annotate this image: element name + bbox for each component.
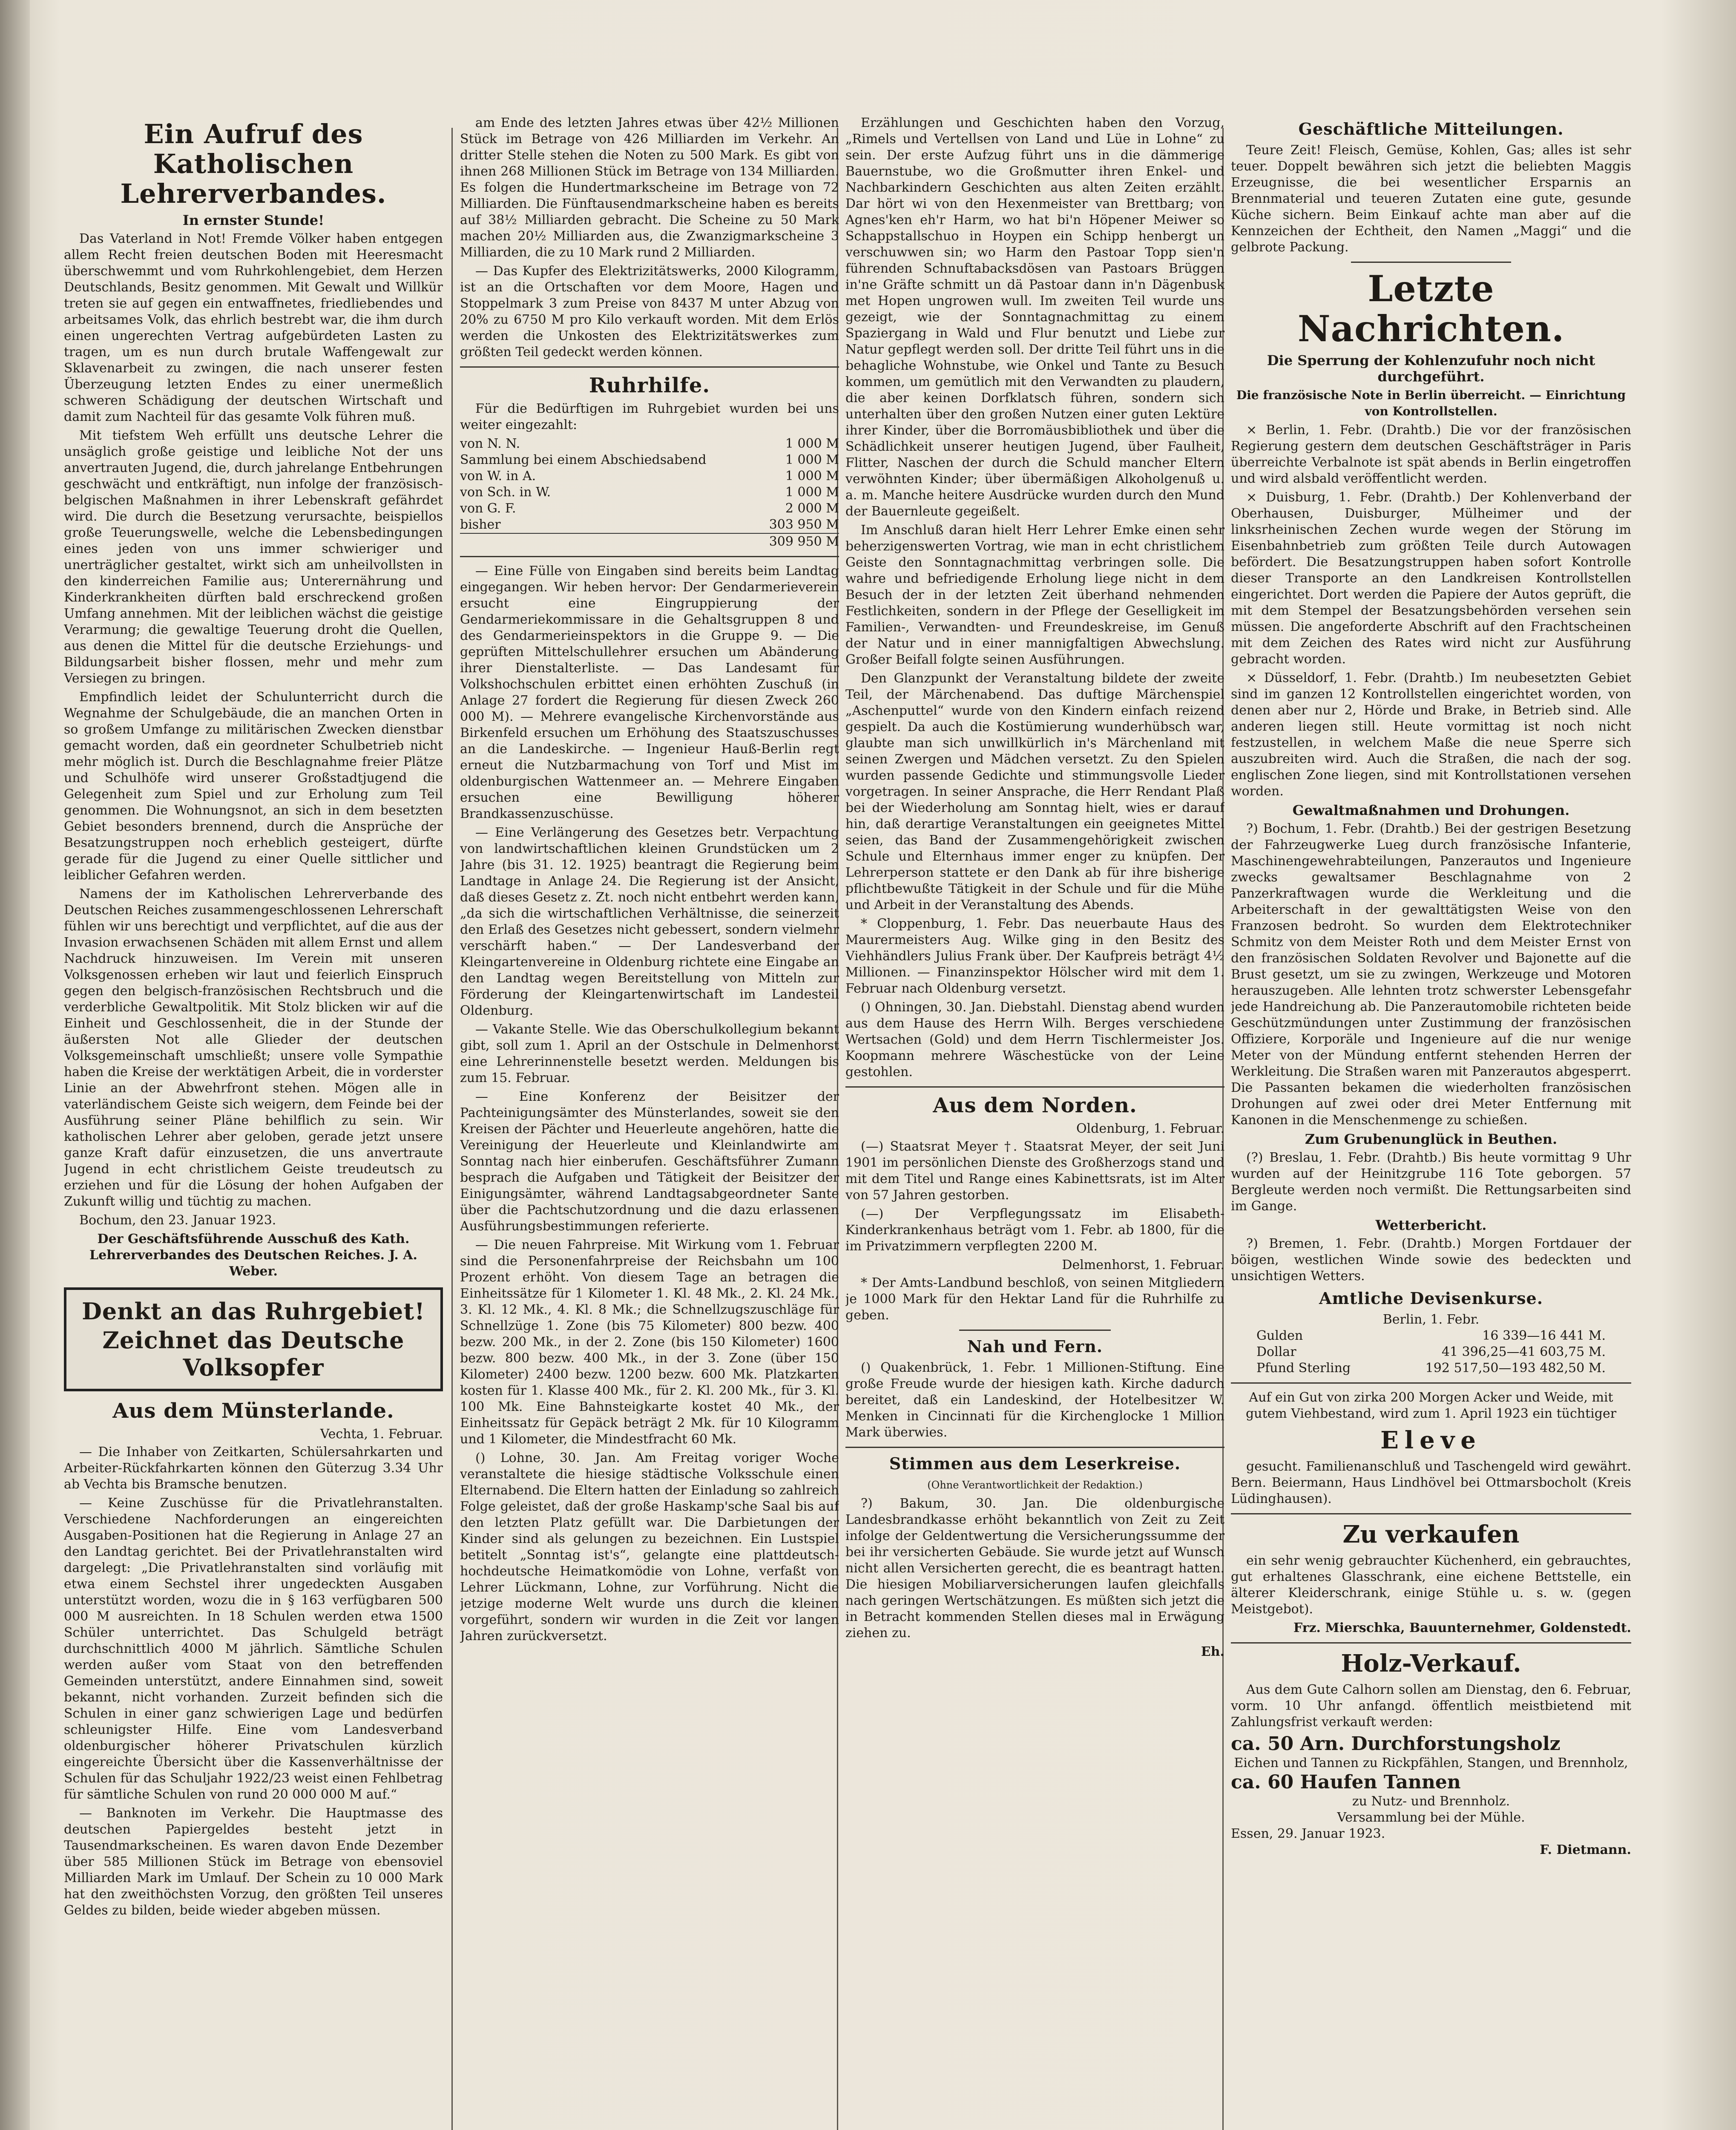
ad-meeting: Versammlung bei der Mühle. xyxy=(1337,1810,1525,1825)
ad-lot-detail: zu Nutz- und Brennholz. xyxy=(1352,1794,1510,1809)
article-paragraph: ?) Bremen, 1. Febr. (Drahtb.) Morgen Fortdauer der böigen, westlichen Winde sowie des bedeckten und unsichtigen Wetters. xyxy=(1231,1236,1631,1284)
ad-title-eleve: Eleve xyxy=(1380,1426,1482,1454)
amount: 303 950 M xyxy=(769,517,839,532)
donation-total xyxy=(460,533,839,550)
subheadline: Die französische Note in Berlin überreicht. — Einrichtung von Kontrollstellen. xyxy=(1236,388,1626,418)
dateline: Bochum, den 23. Januar 1923. xyxy=(79,1213,276,1228)
amount: 1 000 M xyxy=(785,485,839,500)
rate: 41 396,25—41 603,75 M. xyxy=(1441,1344,1606,1359)
article-paragraph: * Der Amts-Landbund beschloß, von seinen Mitgliedern je 1000 Mark für den Hektar Land für die Ruhrhilfe zu geben. xyxy=(845,1275,1224,1323)
article-paragraph: ?) Bochum, 1. Febr. (Drahtb.) Bei der gestrigen Besetzung der Fahrzeugwerke Lueg durch französische Infanterie, Maschinengewehrabteilungen, Panzerautos und Ingenieure zwecks gewaltsamer Beschlagnahme von 2 Panzerkraftwagen wurde die Werkleitung und die Arbeiterschaft in der gewalttätigsten Weise von den Franzosen bedroht. So wurden dem Elektrotechniker Schmitz von dem Meister Roth und dem Meister Ernst von den französischen Soldaten Revolver und Bajonette auf die Brust gesetzt, um sie zu zwingen, Werkzeuge und Motoren herauszugeben. Alle lehnten trotz schwerster Lebensgefahr jede Handreichung ab. Die Panzerautomobile richteten beide Geschützmündungen unter Zustimmung der französischen Offiziere, Korporäle und Ingenieure auf die nur wenige Meter von der Mündung entfernt stehenden Herren der Werkleitung. Die Straßen waren mit Panzerautos abgesperrt. Die Passanten bekamen die wiederholten französischen Drohungen auf zwei oder drei Meter Entfernung mit Kanonen in die Menschenmenge zu schießen. xyxy=(1231,821,1631,1128)
appeal-box xyxy=(64,1287,443,1391)
donation-row xyxy=(460,484,839,501)
divider xyxy=(1231,1642,1631,1644)
subheadline: Die Sperrung der Kohlenzufuhr noch nicht durchgeführt. xyxy=(1267,352,1595,385)
dateline: Vechta, 1. Februar. xyxy=(320,1427,443,1442)
article-paragraph: × Düsseldorf, 1. Febr. (Drahtb.) Im neubesetzten Gebiet sind im ganzen 12 Kontrollstellen eingerichtet worden, von denen aber nur 2, Hörde und Brake, in Betrieb sind. Alle anderen liegen still. Heute vormittag ist noch nicht festzustellen, in welchem Maße die neue Sperre sich auszubreiten wird. Auch die Straßen, die nach der sog. englischen Zone liegen, sind mit Kontrollstationen versehen worden. xyxy=(1231,671,1631,799)
article-paragraph: Erzählungen und Geschichten haben den Vorzug, „Rimels und Vertellsen von Land und Lüe in Lohne“ zu sein. Der erste Aufzug führt uns in die dämmerige Bauernstube, wo die Großmutter ihren Enkel- und Nachbarkindern Geschichten aus alten Zeiten erzählt. Dar hört wi von den Hexenmeister van Brettbarg; von Agnes'ken eh'r Harm, wo hat bi'n Höpener Meiwer so Schappstallschuo in Hoypen ein Schipp henbergt un verschuwwen sin; wo Harm den Pastoar Topp sien'n führenden Schnuftabacksdösen van Pastoars Brüggen in'ne Gräfte schmitt un dä Pastoar dann in'n Dägenbusk met Hopen ungrowen wull. Im zweiten Teil wurde uns gezeigt, wie der Sonntagnachmittag zu einem Spaziergang in Wald und Flur benutzt und Liebe zur Natur gepflegt werden soll. Der dritte Teil führt uns in die behagliche Wohnstube, wie Onkel und Tante zu Besuch kommen, um gemütlich mit den Verwandten zu plaudern, die aber keinen Dorfklatsch führen, sondern sich unterhalten über den großen Nutzen einer guten Lektüre ihrer Kinder, über die Borromäusbibliothek und über die Schädlichkeit unserer heutigen Jugend, über Faulheit, Flitter, Naschen der durch die Schuld mancher Eltern verwöhnten Kinder; über übermäßigen Alkoholgenuß u. a. m. Manche heitere Ausdrücke wurden durch den Mund der Bauernleute gegeißelt. xyxy=(845,115,1224,519)
divider xyxy=(1231,1382,1631,1384)
article-paragraph: — Vakante Stelle. Wie das Oberschulkollegium bekannt gibt, soll zum 1. April an der Ostschule in Delmenhorst eine Lehrerinnenstelle besetzt werden. Meldungen bis zum 15. Februar. xyxy=(460,1022,839,1085)
currency: Gulden xyxy=(1256,1328,1303,1343)
rate-row xyxy=(1256,1328,1606,1344)
donation-row xyxy=(460,468,839,484)
section-heading: Aus dem Münsterlande. xyxy=(112,1399,394,1423)
headline-aufruf: Ein Aufruf des Katholischen Lehrerverbandes. xyxy=(120,118,387,209)
dateline: Oldenburg, 1. Februar. xyxy=(1076,1121,1224,1136)
donor: von W. in A. xyxy=(460,469,536,484)
total-amount: 309 950 M xyxy=(769,534,839,549)
dateline: Berlin, 1. Febr. xyxy=(1382,1312,1480,1327)
article-paragraph: Den Glanzpunkt der Veranstaltung bildete der zweite Teil, der Märchenabend. Das duftige Märchenspiel „Aschenputtel“ wurde von den Kindern einfach reizend gespielt. Da auch die Kostümierung wunderhübsch war, glaubte man sich unwillkürlich in's Märchenland mit seinen Zwergen und Mädchen versetzt. Zu den Spielen wurden passende Gedichte und stimmungsvolle Lieder vorgetragen. In seiner Ansprache, die Herr Rendant Plaß bei der Wiederholung am Sonntag hielt, wies er darauf hin, daß derartige Veranstaltungen ein geeignetes Mittel seien, das Band der Zusammengehörigkeit zwischen Schule und Elternhaus immer enger zu knüpfen. Der Lehrerperson stattete er den Dank ab für ihre bisherige pflichtbewußte Tätigkeit in der Schule und für die Mühe und Arbeit in der Veranstaltung des Abends. xyxy=(845,671,1224,912)
subheadline: In ernster Stunde! xyxy=(182,212,325,228)
section-heading: Amtliche Devisenkurse. xyxy=(1319,1289,1543,1308)
rate-row xyxy=(1256,1360,1606,1376)
article-paragraph: () Ohningen, 30. Jan. Diebstahl. Dienstag abend wurden aus dem Hause des Herrn Wilh. Berges verschiedene Wertsachen (Gold) und dem Herrn Tischlermeister Jos. Koopmann mehrere Wäschestücke von der Leine gestohlen. xyxy=(845,1000,1224,1079)
amount: 2 000 M xyxy=(785,501,839,516)
section-heading: Aus dem Norden. xyxy=(933,1094,1137,1117)
column-3 xyxy=(845,115,1224,2130)
article-paragraph: — Das Kupfer des Elektrizitätswerks, 2000 Kilogramm, ist an die Ortschaften vor dem Moore, Hagen und Stoppelmark 3 zum Preise von 8437 M unter Abzug von 20% zu 6750 M pro Kilo verkauft worden. Mit dem Erlös werden die Unkosten des Elektrizitätswerkes zum größten Teil gedeckt werden können. xyxy=(460,264,839,360)
amount: 1 000 M xyxy=(785,469,839,484)
donation-row xyxy=(460,436,839,452)
article-paragraph: (—) Staatsrat Meyer †. Staatsrat Meyer, der seit Juni 1901 im persönlichen Dienste des Großherzogs stand und mit dem Titel und Range eines Kabinettsrats, ist im Alter von 57 Jahren gestorben. xyxy=(845,1139,1224,1203)
appeal-line-1: Denkt an das Ruhrgebiet! xyxy=(82,1298,425,1325)
section-heading: Stimmen aus dem Leserkreise. xyxy=(889,1454,1181,1473)
article-paragraph: — Eine Fülle von Eingaben sind bereits beim Landtag eingegangen. Wir heben hervor: Der Gendarmerieverein ersucht eine Eingruppierung der Gendarmeriekommissare in die Gehaltsgruppen 8 und des Gendarmerieinspektors in die Gruppe 9. — Die geprüften Mittelschullehrer ersuchen um Abänderung ihrer Dienstalterliste. — Das Landesamt für Volkshochschulen erbittet einen erhöhten Zuschuß (in Anlage 27 fordert die Regierung für diesen Zweck 260 000 M). — Mehrere evangelische Kirchenvorstände aus Birkenfeld ersuchen um Erhöhung des Staatszuschusses an die Landeskirche. — Ingenieur Hauß-Berlin regt erneut die Nutzbarmachung von Torf und Mist im oldenburgischen Wattenmeer an. — Mehrere Eingaben ersuchen eine Bewilligung höherer Brandkassenzuschüsse. xyxy=(460,564,839,821)
article-paragraph: (—) Der Verpflegungssatz im Elisabeth-Kinderkrankenhaus beträgt vom 1. Febr. ab 1800, für die im Privatzimmern verpflegten 2200 M. xyxy=(845,1206,1224,1254)
ad-signature: F. Dietmann. xyxy=(1540,1842,1631,1857)
article-paragraph: × Duisburg, 1. Febr. (Drahtb.) Der Kohlenverband der Oberhausen, Duisburger, Mülheimer und der linksrheinischen Zechen wurde wegen der Störung im Eisenbahnbetrieb zum größten Teile durch Autowagen befördert. Die Besatzungstruppen haben sofort Kontrolle dieser Transporte an den Landkreisen Kontrollstellen eingerichtet. Dort werden die Papiere der Autos geprüft, die mit dem Stempel der Besatzungsbehörden versehen sein müssen. Die angeforderte Abschrift auf den Frachtscheinen mit dem Zeichen des Rates wird nicht zur Ausführung gebracht worden. xyxy=(1231,490,1631,667)
article-paragraph: × Berlin, 1. Febr. (Drahtb.) Die vor der französischen Regierung gestern dem deutschen Geschäftsträger in Paris überreichte Verbalnote ist spät abends in Berlin eingetroffen und wird alsbald veröffentlicht werden. xyxy=(1231,423,1631,486)
article-paragraph: () Lohne, 30. Jan. Am Freitag voriger Woche veranstaltete die hiesige städtische Volksschule einen Elternabend. Die Eltern hatten der Einladung so zahlreich Folge geleistet, daß der große Haskamp'sche Saal bis auf den letzten Platz gefüllt war. Die Darbietungen der Kinder sind als gelungen zu bezeichnen. Ein Lustspiel betitelt „Sonntag ist's“, gelangte eine plattdeutsch-hochdeutsche Heimatkomödie von Lohne, verfaßt von Lehrer Lückmann, Lohne, zur Vorführung. Nicht die jetzige moderne Welt wurde uns durch die kleinen vorgeführt, sondern wir wurden in die Zeit vor langen Jahren zurückversetzt. xyxy=(460,1451,839,1644)
article-paragraph: am Ende des letzten Jahres etwas über 42½ Millionen Stück im Betrage von 426 Milliarden im Verkehr. An dritter Stelle stehen die Noten zu 500 Mark. Es gibt von ihnen 268 Millionen Stück im Betrage von 134 Milliarden. Es folgen die Hundertmarkscheine im Betrage von 72 Milliarden. Die Fünftausendmarkscheine haben es bereits auf 38½ Milliarden gebracht. Die Scheine zu 50 Mark machen 20½ Milliarden aus, die Zwanzigmarkscheine 3 Milliarden, die zu 10 Mark rund 2 Milliarden. xyxy=(460,115,839,260)
donation-row xyxy=(460,501,839,517)
section-heading: Nah und Fern. xyxy=(967,1337,1103,1356)
subheadline: Wetterbericht. xyxy=(1375,1217,1487,1233)
donor: von N. N. xyxy=(460,436,520,451)
appeal-line-2: Zeichnet das Deutsche Volksopfer xyxy=(102,1327,405,1381)
article-paragraph: () Quakenbrück, 1. Febr. 1 Millionen-Stiftung. Eine große Freude wurde der hiesigen kath. Kirche dadurch bereitet, daß ein Landeskind, der Hotelbesitzer W. Menken in Cincinnati für die Kirchenglocke 1 Million Mark überwies. xyxy=(845,1360,1224,1440)
donation-row xyxy=(460,452,839,468)
divider xyxy=(460,366,839,368)
ad-lot-detail: Eichen und Tannen zu Rickpfählen, Stangen, und Brennholz, xyxy=(1234,1756,1628,1770)
article-paragraph: — Die Inhaber von Zeitkarten, Schülersahrkarten und Arbeiter-Rückfahrkarten können den Güterzug 3.34 Uhr ab Vechta bis Bramsche benutzen. xyxy=(64,1445,443,1492)
ad-text: gesucht. Familienanschluß und Taschengeld wird gewährt. Bern. Beiermann, Haus Lindhövel bei Ottmarsbocholt (Kreis Lüdinghausen). xyxy=(1231,1459,1631,1506)
article-paragraph: Teure Zeit! Fleisch, Gemüse, Kohlen, Gas; alles ist sehr teuer. Doppelt bewähren sich jetzt die beliebten Maggis Erzeugnisse, die bei wesentlicher Ersparnis an Brennmaterial und teueren Zutaten eine gute, gesunde Küche sichern. Beim Einkauf achte man aber auf die Kennzeichen der Echtheit, den Namen „Maggi“ und die gelbrote Packung. xyxy=(1231,143,1631,255)
ad-date: Essen, 29. Januar 1923. xyxy=(1231,1826,1385,1841)
article-paragraph: Mit tiefstem Weh erfüllt uns deutsche Lehrer die unsäglich große geistige und leibliche Not der uns anvertrauten Jugend, die, durch jahrelange Entbehrungen geschwächt und entkräftigt, nun infolge der französisch-belgischen Maßnahmen in ihrer Lebenskraft gefährdet wird. Die durch die Besetzung verursachte, beispiellos große Teuerungswelle, welche die Lebensbedingungen eines jeden von uns immer schwieriger und unerträglicher gestaltet, wirkt sich am unheilvollsten in den kinderreichen Familie aus; Unterernährung und Kinderkrankheiten dürften bald erschreckend großen Umfang annehmen. Mit der leiblichen wächst die geistige Verarmung; die gewaltige Teuerung droht die Quellen, aus denen die Mittel für die deutsche Erziehungs- und Bildungsarbeit bisher flossen, mehr und mehr zum Versiegen zu bringen. xyxy=(64,428,443,686)
column-4 xyxy=(1231,115,1631,2130)
ruhrhilfe-intro: Für die Bedürftigen im Ruhrgebiet wurden bei uns weiter eingezahlt: xyxy=(460,401,839,432)
page-fold-edge xyxy=(0,0,30,2130)
divider xyxy=(1231,1513,1631,1514)
section-heading: Geschäftliche Mitteilungen. xyxy=(1298,119,1564,138)
donor: von Sch. in W. xyxy=(460,485,551,500)
article-paragraph: — Banknoten im Verkehr. Die Hauptmasse des deutschen Papiergeldes besteht jetzt in Tausendmarkscheinen. Es waren davon Ende Dezember über 585 Millionen Stück im Betrage von ebensoviel Milliarden Mark im Umlauf. Der Schein zu 10 000 Mark hat den zweithöchsten Vorzug, den größten Teil unseres Geldes zu bilden, beide wieder abgeben müssen. xyxy=(64,1806,443,1918)
article-paragraph: (?) Breslau, 1. Febr. (Drahtb.) Bis heute vormittag 9 Uhr wurden auf der Heinitzgrube 116 Tote geborgen. 57 Bergleute werden noch vermißt. Die Rettungsarbeiten sind im Gange. xyxy=(1231,1150,1631,1214)
article-paragraph: — Keine Zuschüsse für die Privatlehranstalten. Verschiedene Nachforderungen an eingereichten Ausgaben-Positionen hat die Regierung in Anlage 27 an den Landtag gerichtet. Bei der Privatlehranstalten wird dargelegt: „Die Privatlehranstalten sind vorläufig mit etwa einem Sechstel ihrer ungedeckten Ausgaben unterstützt worden, wozu die in § 163 verfügbaren 500 000 M ausreichten. In 18 Schulen werden etwa 1500 Schüler unterrichtet. Das Schulgeld beträgt durchschnittlich 4000 M jährlich. Sämtliche Schulen werden außer vom Staat von den betreffenden Gemeinden unterstützt, andere Einnahmen sind, soweit bekannt, nicht vorhanden. Zurzeit befinden sich die Schulen in einer ganz schwierigen Lage und bedürfen schleunigster Hilfe. Eine vom Landesverband oldenburgischer höherer Privatschulen kürzlich eingereichte Übersicht über die Kassenverhältnisse der Schulen für das Schuljahr 1922/23 weist einen Fehlbetrag für sämtliche Schulen von rund 20 000 000 M auf.“ xyxy=(64,1496,443,1802)
ad-text: Aus dem Gute Calhorn sollen am Dienstag, den 6. Februar, vorm. 10 Uhr anfangd. öffentlich meistbietend mit Zahlungsfrist verkauft werden: xyxy=(1231,1682,1631,1730)
author-initials: Eh. xyxy=(1201,1644,1224,1659)
divider xyxy=(460,556,839,557)
signature: Der Geschäftsführende Ausschuß des Kath. Lehrerverbandes des Deutschen Reiches. J. A. Weber. xyxy=(89,1232,417,1279)
ad-signature: Frz. Mierschka, Bauunternehmer, Goldenstedt. xyxy=(1293,1621,1631,1635)
divider xyxy=(1351,262,1511,263)
article-paragraph: — Die neuen Fahrpreise. Mit Wirkung vom 1. Februar sind die Personenfahrpreise der Reichsbahn um 100 Prozent erhöht. Von diesem Tage an betragen die Einheitssätze für 1 Kilometer 1. Kl. 48 Mk., 2. Kl. 24 Mk., 3. Kl. 12 Mk., 4. Kl. 8 Mk.; die Schnellzugszuschläge für Schnellzüge 1. Zone (bis 75 Kilometer) 800 bezw. 400 bezw. 200 Mk., in der 2. Zone (bis 150 Kilometer) 1600 bezw. 800 bezw. 400 Mk., in der 3. Zone (über 150 Kilometer) 2400 bezw. 1200 bezw. 600 Mk. Platzkarten kosten für 1. Klasse 400 Mk., für 2. Kl. 200 Mk., für 3. Kl. 100 Mk. Eine Bahnsteigkarte kostet 40 Mk., der Einheitssatz für Gepäck beträgt 2 Mk. für 10 Kilogramm und 1 Kilometer, die Mindestfracht 60 Mk. xyxy=(460,1238,839,1447)
rate-row xyxy=(1256,1344,1606,1360)
donation-row xyxy=(460,517,839,533)
exchange-rates xyxy=(1231,1328,1631,1376)
disclaimer: (Ohne Verantwortlichkeit der Redaktion.) xyxy=(927,1479,1143,1491)
rate: 192 517,50—193 482,50 M. xyxy=(1425,1361,1606,1376)
divider xyxy=(959,1330,1111,1331)
divider xyxy=(845,1447,1224,1448)
column-1 xyxy=(64,115,443,2130)
column-rule xyxy=(451,128,453,2130)
subheadline: Gewaltmaßnahmen und Drohungen. xyxy=(1292,802,1570,818)
ad-title-zu-verkaufen: Zu verkaufen xyxy=(1342,1520,1520,1549)
article-paragraph: — Eine Verlängerung des Gesetzes betr. Verpachtung von landwirtschaftlichen kleinen Grundstücken um 2 Jahre (bis 31. 12. 1925) beantragt die Regierung beim Landtage in Anlage 24. Die Regierung ist der Ansicht, daß dieses Gesetz z. Zt. noch nicht entbehrt werden kann, „da sich die wirtschaftlichen Verhältnisse, die seinerzeit den Erlaß des Gesetzes nicht gebessert, sondern vielmehr verschärft haben.“ — Der Landesverband der Kleingartenvereine in Oldenburg richtete eine Eingabe an den Landtag wegen Bereitstellung von Mitteln zur Förderung der Kleingartenwirtschaft im Landesteil Oldenburg. xyxy=(460,825,839,1018)
article-paragraph: Im Anschluß daran hielt Herr Lehrer Emke einen sehr beherzigenswerten Vortrag, wie man in echt christlichem Geiste den Sonntagnachmittag verbringen solle. Die wahre und befriedigende Erholung liege nicht in dem Besuch der in der letzten Zeit überhand nehmenden Festlichkeiten, sondern in der Pflege der Geselligkeit im Familien-, Verwandten- und Freundeskreise, im Genuß der Natur und in einer mannigfaltigen Abwechslung. Großer Beifall folgte seinen Ausführungen. xyxy=(845,523,1224,667)
ruhrhilfe-heading: Ruhrhilfe. xyxy=(589,374,710,397)
amount: 1 000 M xyxy=(785,436,839,451)
ad-lot: ca. 60 Haufen Tannen xyxy=(1231,1771,1461,1793)
amount: 1 000 M xyxy=(785,452,839,467)
donation-list xyxy=(460,436,839,550)
ad-text: Auf ein Gut von zirka 200 Morgen Acker und Weide, mit gutem Viehbestand, wird zum 1. April 1923 ein tüchtiger xyxy=(1245,1390,1617,1421)
article-paragraph: Das Vaterland in Not! Fremde Völker haben entgegen allem Recht freien deutschen Boden mit Heeresmacht überschwemmt und vom Ruhrkohlengebiet, dem Herzen Deutschlands, Besitz genommen. Mit Gewalt und Willkür treten sie auf gegen ein entwaffnetes, friedliebendes und arbeitsames Volk, das ehrlich bestrebt war, die ihm durch einen ungerechten Vertrag aufgebürdeten Lasten zu tragen, um es nun durch brutale Waffengewalt zur Sklavenarbeit zu zwingen, die nach unserer festen Überzeugung letzten Endes zu einer unermeßlich schweren Schädigung der deutschen Wirtschaft und damit zum Nachteil für das gesamte Volk führen muß. xyxy=(64,231,443,424)
column-2 xyxy=(460,115,839,2130)
subheadline: Zum Grubenunglück in Beuthen. xyxy=(1305,1131,1558,1147)
article-paragraph: * Cloppenburg, 1. Febr. Das neuerbaute Haus des Maurermeisters Aug. Wilke ging in den Besitz des Viehhändlers Julius Frank über. Der Kaufpreis beträgt 4½ Millionen. — Finanzinspektor Hölscher wird mit dem 1. Februar nach Oldenburg versetzt. xyxy=(845,916,1224,996)
divider xyxy=(845,1086,1224,1088)
article-paragraph: — Eine Konferenz der Beisitzer der Pachteinigungsämter des Münsterlandes, soweit sie den Kreisen der Pächter und Heuerleute angehören, hatte die Vereinigung der Heuerleute und Kleinlandwirte am Sonntag nach hier einberufen. Geschäftsführer Zumann besprach die Aufgaben und Tätigkeit der Beisitzer der Einigungsämter, während Landtagsabgeordneter Sante über die Pachtschutzordnung und die dazu erlassenen Ausführungsbestimmungen referierte. xyxy=(460,1089,839,1234)
headline-letzte-nachrichten: Letzte Nachrichten. xyxy=(1297,268,1565,350)
donor: Sammlung bei einem Abschiedsabend xyxy=(460,452,707,467)
ad-lot: ca. 50 Arn. Durchforstungsholz xyxy=(1231,1733,1561,1755)
article-paragraph: Namens der im Katholischen Lehrerverbande des Deutschen Reiches zusammengeschlossenen Lehrerschaft fühlen wir uns berechtigt und verpflichtet, auf die aus der Invasion erwachsenen Schäden mit allem Ernst und allem Nachdruck hinzuweisen. Im Verein mit unseren Volksgenossen erheben wir laut und feierlich Einspruch gegen den belgisch-französischen Rechtsbruch und die verderbliche Gewaltpolitik. Mit Stolz blicken wir auf die Einheit und Geschlossenheit, die in der Stunde der äußersten Not alle Glieder der deutschen Volksgemeinschaft umschließt; unsere volle Sympathie haben die Kreise der werktätigen Arbeit, die in vorderster Linie an der Abwehrfront stehen. Mögen alle in vaterländischem Geiste sich weigern, dem Feinde bei der Ausführung seiner Pläne behilflich zu sein. Wir katholischen Lehrer aber geloben, gerade jetzt unsere ganze Kraft dafür einzusetzen, die uns anvertraute Jugend in echt christlichem Geiste treudeutsch zu erziehen und für die Lösung der hohen Aufgaben der Zukunft willig und tüchtig zu machen. xyxy=(64,887,443,1209)
donor: von G. F. xyxy=(460,501,516,516)
ad-text: ein sehr wenig gebrauchter Küchenherd, ein gebrauchtes, gut erhaltenes Glasschrank, eine eichene Bettstelle, ein älterer Kleiderschrank, einige Stühle u. s. w. (gegen Meistgebot). xyxy=(1231,1553,1631,1617)
article-paragraph: ?) Bakum, 30. Jan. Die oldenburgische Landesbrandkasse erhöht bekanntlich von Zeit zu Zeit infolge der Geldentwertung die Versicherungssumme der bei ihr versicherten Gebäude. Sie wurde jetzt auf Wunsch nicht allen Versicherten gerecht, die es beantragt hatten. Die hiesigen Mobiliarversicherungen laufen gleichfalls nach geringen Wertschätzungen. Es müßten sich jetzt die in Betracht kommenden Stellen dieses mal in Erwägung ziehen zu. xyxy=(845,1496,1224,1641)
article-paragraph: Empfindlich leidet der Schulunterricht durch die Wegnahme der Schulgebäude, die an manchen Orten in so großem Umfange zu militärischen Zwecken dienstbar gemacht worden, daß ein geordneter Schulbetrieb nicht mehr möglich ist. Durch die Beschlagnahme freier Plätze und Schulhöfe wird unserer Großstadtjugend die Gelegenheit zum Spiel und zur Erholung zum Teil genommen. Die Wohnungsnot, an sich in dem besetzten Gebiet besonders brennend, durch die Ansprüche der Besatzungstruppen noch erheblich gesteigert, dürfte gerade für die Jugend zu einer Quelle sittlicher und leiblicher Gefahren werden. xyxy=(64,690,443,883)
rate: 16 339—16 441 M. xyxy=(1482,1328,1606,1343)
currency: Dollar xyxy=(1256,1344,1296,1359)
dateline: Delmenhorst, 1. Februar. xyxy=(1062,1258,1224,1272)
ad-title-holz-verkauf: Holz-Verkauf. xyxy=(1341,1649,1521,1678)
currency: Pfund Sterling xyxy=(1256,1361,1351,1376)
donor: bisher xyxy=(460,517,501,532)
